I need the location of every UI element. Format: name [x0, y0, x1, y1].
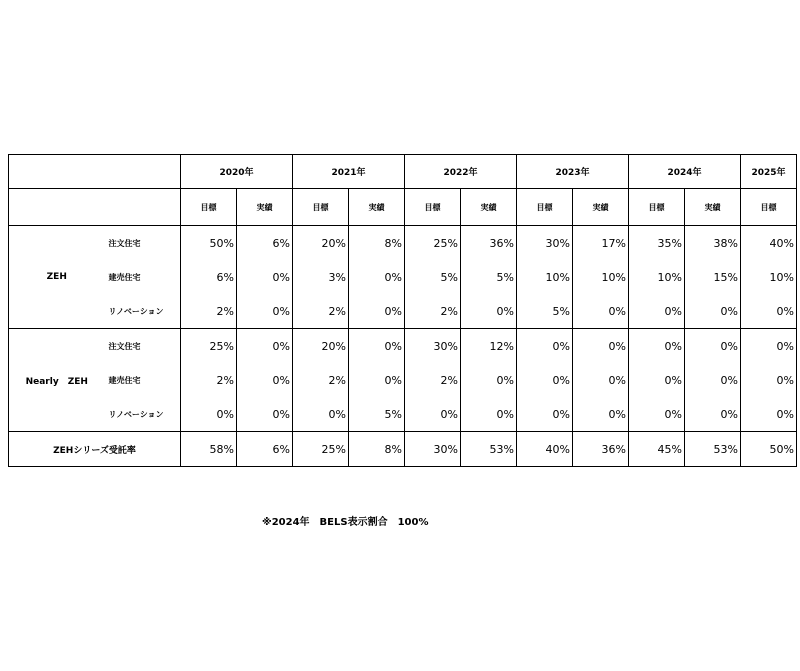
value-cell: 0% — [573, 397, 629, 432]
row-label: 建売住宅 — [105, 260, 181, 294]
value-cell: 0% — [517, 329, 573, 364]
value-cell: 0% — [685, 294, 741, 329]
value-cell: 0% — [237, 329, 293, 364]
total-cell: 53% — [461, 432, 517, 467]
value-cell: 5% — [349, 397, 405, 432]
target-header: 目標 — [741, 189, 797, 226]
zeh-target-table — [8, 154, 797, 467]
value-cell: 50% — [181, 226, 237, 261]
value-cell: 2% — [293, 294, 349, 329]
total-cell: 30% — [405, 432, 461, 467]
total-cell: 58% — [181, 432, 237, 467]
value-cell: 10% — [629, 260, 685, 294]
row-label: 建売住宅 — [105, 363, 181, 397]
row-label: リノベーション — [105, 397, 181, 432]
row-label: 注文住宅 — [105, 329, 181, 364]
value-cell: 30% — [405, 329, 461, 364]
value-cell: 25% — [181, 329, 237, 364]
value-cell: 0% — [517, 397, 573, 432]
year-header: 2023年 — [517, 155, 629, 189]
value-cell: 0% — [349, 260, 405, 294]
value-cell: 0% — [685, 397, 741, 432]
bels-note: ※2024年 BELS表示割合 100% — [262, 517, 429, 528]
value-cell: 38% — [685, 226, 741, 261]
value-cell: 0% — [349, 329, 405, 364]
total-row — [9, 432, 797, 467]
actual-header: 実績 — [349, 189, 405, 226]
value-cell: 2% — [181, 363, 237, 397]
year-header-row — [9, 155, 797, 189]
target-header: 目標 — [405, 189, 461, 226]
total-cell: 25% — [293, 432, 349, 467]
total-cell: 6% — [237, 432, 293, 467]
value-cell: 0% — [573, 363, 629, 397]
sub-header-row — [9, 189, 797, 226]
value-cell: 0% — [237, 294, 293, 329]
value-cell: 2% — [405, 363, 461, 397]
actual-header: 実績 — [685, 189, 741, 226]
year-header: 2022年 — [405, 155, 517, 189]
actual-header: 実績 — [461, 189, 517, 226]
year-header: 2020年 — [181, 155, 293, 189]
table-row — [9, 397, 797, 432]
target-header: 目標 — [293, 189, 349, 226]
total-cell: 40% — [517, 432, 573, 467]
value-cell: 0% — [573, 294, 629, 329]
target-header: 目標 — [181, 189, 237, 226]
row-label: リノベーション — [105, 294, 181, 329]
total-cell: 8% — [349, 432, 405, 467]
row-label: 注文住宅 — [105, 226, 181, 261]
value-cell: 0% — [237, 260, 293, 294]
value-cell: 5% — [461, 260, 517, 294]
value-cell: 36% — [461, 226, 517, 261]
target-header: 目標 — [629, 189, 685, 226]
table-row — [9, 260, 797, 294]
corner-cell — [9, 189, 181, 226]
year-header: 2024年 — [629, 155, 741, 189]
value-cell: 17% — [573, 226, 629, 261]
value-cell: 0% — [741, 397, 797, 432]
value-cell: 2% — [293, 363, 349, 397]
value-cell: 0% — [629, 363, 685, 397]
total-cell: 50% — [741, 432, 797, 467]
value-cell: 0% — [629, 294, 685, 329]
value-cell: 10% — [517, 260, 573, 294]
value-cell: 0% — [461, 294, 517, 329]
value-cell: 2% — [181, 294, 237, 329]
value-cell: 10% — [741, 260, 797, 294]
table-row — [9, 363, 797, 397]
category-label: ZEH — [9, 226, 105, 329]
value-cell: 0% — [741, 329, 797, 364]
value-cell: 0% — [685, 363, 741, 397]
year-header: 2021年 — [293, 155, 405, 189]
value-cell: 10% — [573, 260, 629, 294]
value-cell: 35% — [629, 226, 685, 261]
value-cell: 0% — [629, 397, 685, 432]
category-label: Nearly ZEH — [9, 329, 105, 432]
value-cell: 0% — [629, 329, 685, 364]
value-cell: 25% — [405, 226, 461, 261]
corner-cell — [9, 155, 181, 189]
value-cell: 8% — [349, 226, 405, 261]
value-cell: 2% — [405, 294, 461, 329]
value-cell: 40% — [741, 226, 797, 261]
year-header: 2025年 — [741, 155, 797, 189]
actual-header: 実績 — [237, 189, 293, 226]
value-cell: 12% — [461, 329, 517, 364]
total-cell: 45% — [629, 432, 685, 467]
table-row — [9, 226, 797, 261]
value-cell: 6% — [237, 226, 293, 261]
table-row — [9, 294, 797, 329]
value-cell: 0% — [741, 363, 797, 397]
value-cell: 0% — [573, 329, 629, 364]
value-cell: 20% — [293, 329, 349, 364]
value-cell: 5% — [517, 294, 573, 329]
value-cell: 0% — [517, 363, 573, 397]
value-cell: 0% — [349, 363, 405, 397]
value-cell: 5% — [405, 260, 461, 294]
value-cell: 0% — [405, 397, 461, 432]
value-cell: 15% — [685, 260, 741, 294]
value-cell: 20% — [293, 226, 349, 261]
total-label: ZEHシリーズ受託率 — [9, 432, 181, 467]
value-cell: 0% — [461, 363, 517, 397]
value-cell: 0% — [237, 363, 293, 397]
target-header: 目標 — [517, 189, 573, 226]
value-cell: 0% — [293, 397, 349, 432]
value-cell: 0% — [685, 329, 741, 364]
value-cell: 30% — [517, 226, 573, 261]
table-row — [9, 329, 797, 364]
value-cell: 0% — [181, 397, 237, 432]
actual-header: 実績 — [573, 189, 629, 226]
value-cell: 0% — [349, 294, 405, 329]
value-cell: 0% — [461, 397, 517, 432]
value-cell: 3% — [293, 260, 349, 294]
value-cell: 0% — [741, 294, 797, 329]
value-cell: 6% — [181, 260, 237, 294]
total-cell: 53% — [685, 432, 741, 467]
total-cell: 36% — [573, 432, 629, 467]
value-cell: 0% — [237, 397, 293, 432]
